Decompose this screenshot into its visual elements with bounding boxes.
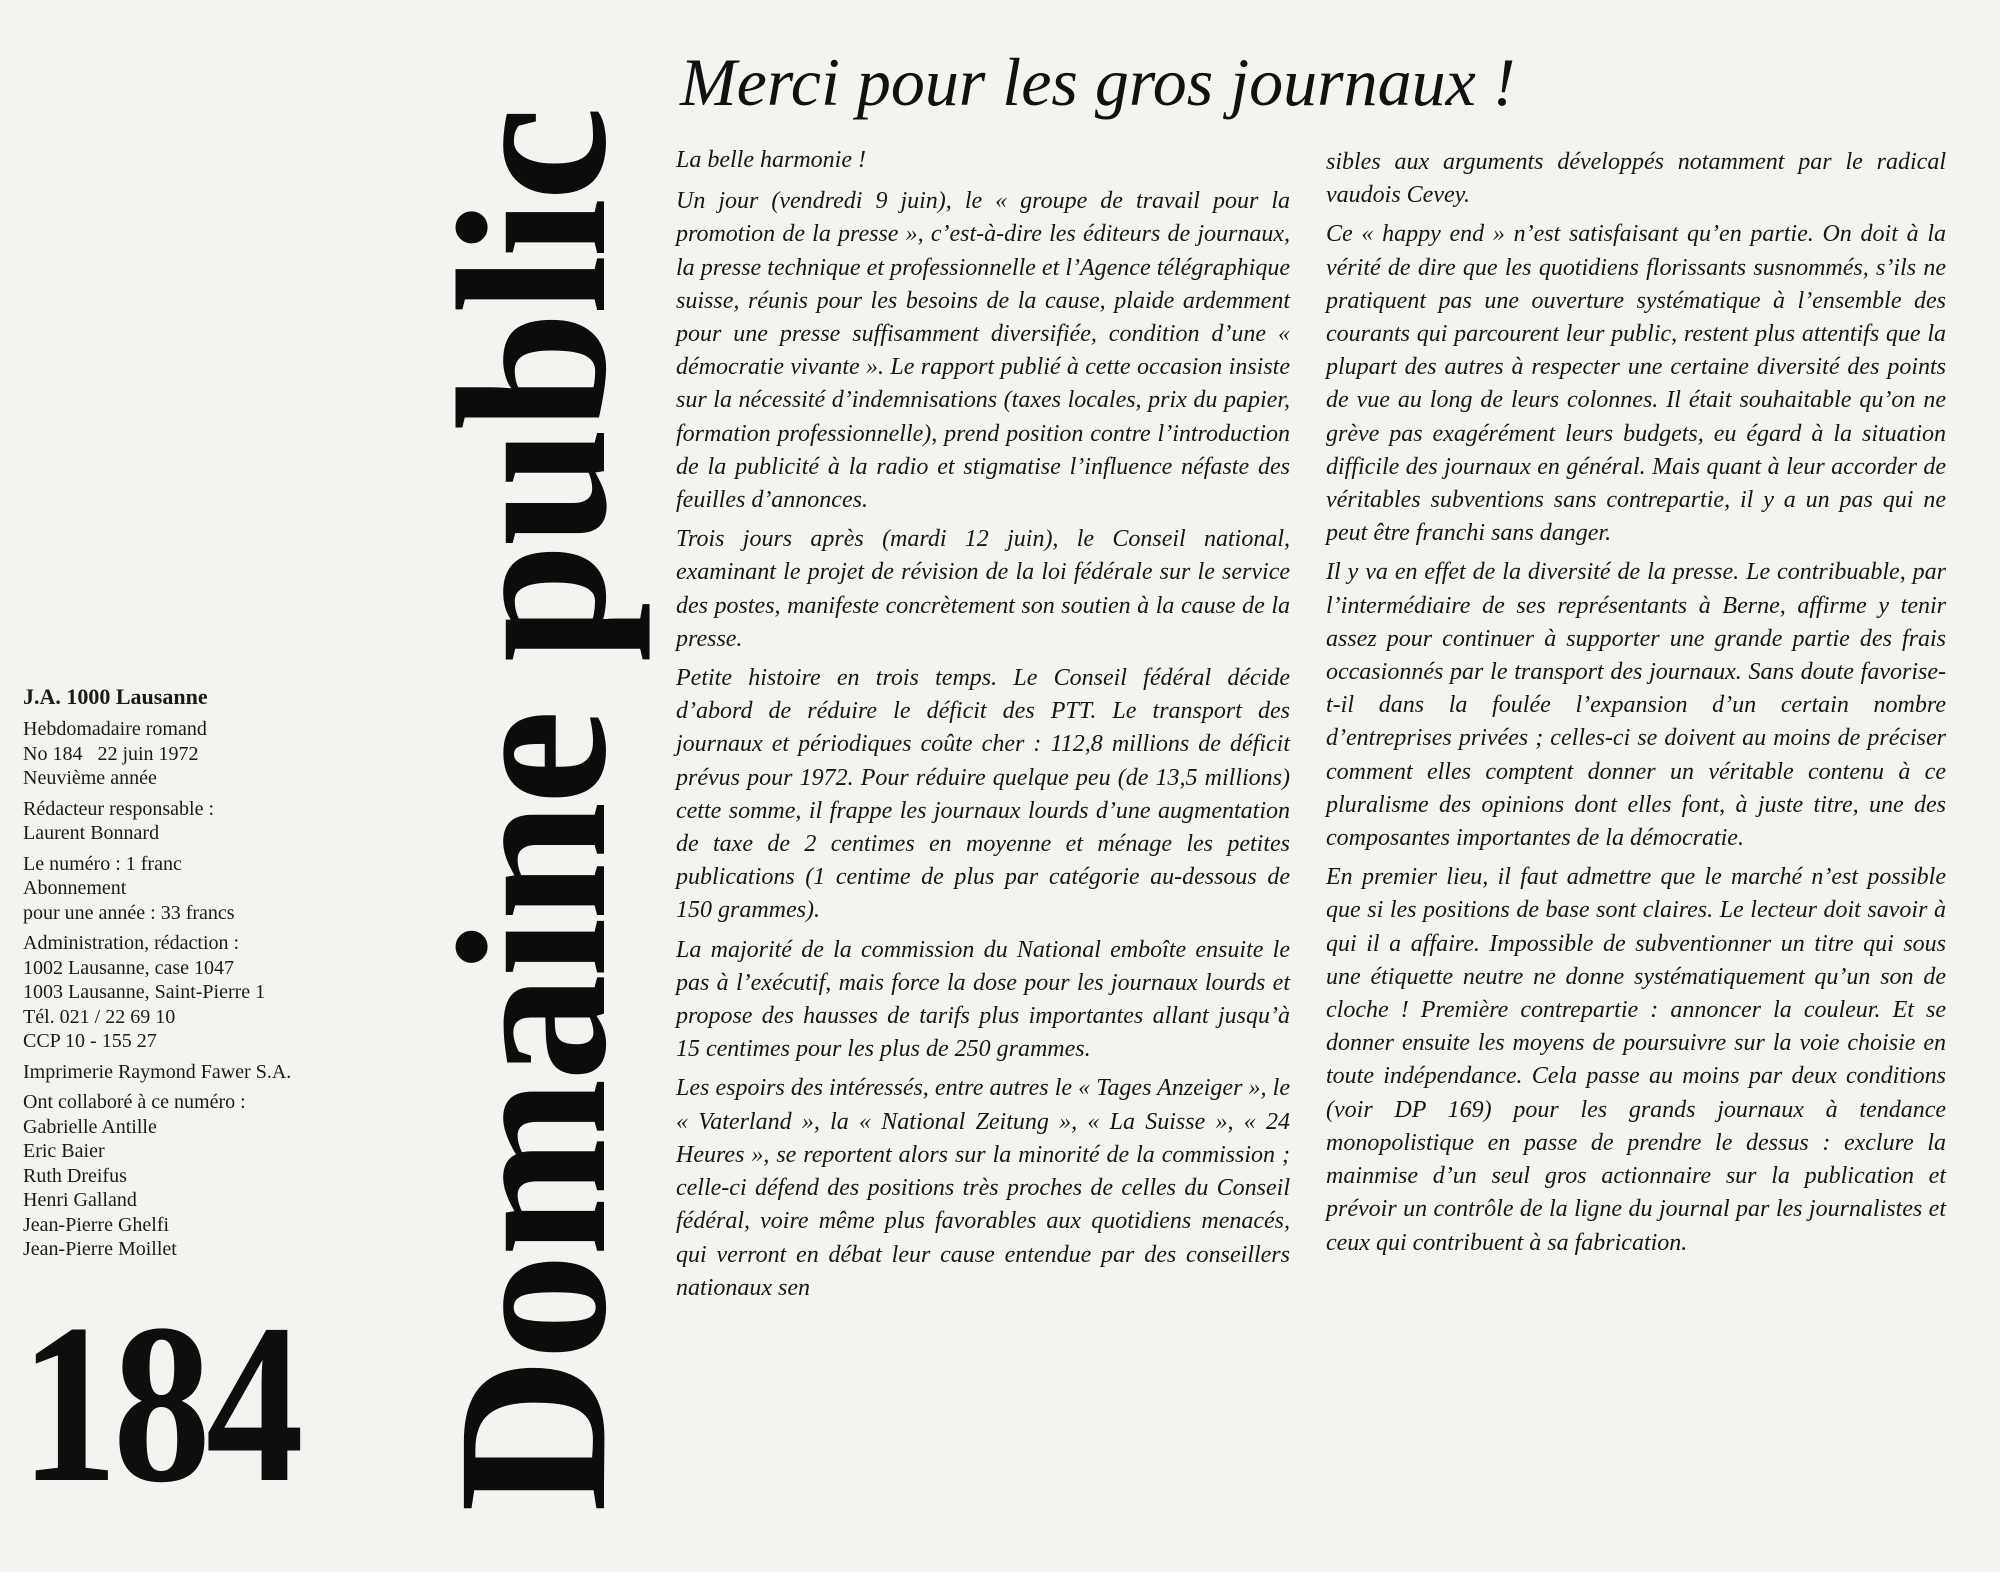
article-paragraph: Petite histoire en trois temps. Le Conseil fédéral décide d’abord de réduire le déficit des PTT. Le transport des journaux et périodiques coûte cher : 112,8 millions de déficit prévus pour 1972. Pour réduire quelque peu (de 13,5 millions) cette somme, il frappe les journaux lourds d’une augmentation de taxe de 2 centimes en moyenne et ménage les petites publications (1 centime de plus par catégorie au-dessous de 150 grammes).: [676, 665, 1290, 924]
article-column-1: [676, 144, 1290, 1311]
imprint-line: J.A. 1000 Lausanne: [23, 684, 208, 709]
article-column-2: [1326, 146, 1946, 1266]
editor-label: Rédacteur responsable :: [23, 797, 215, 820]
address-case: 1002 Lausanne, case 1047: [23, 956, 235, 979]
administration-info: [23, 931, 403, 1054]
article-subhead: La belle harmonie !: [676, 147, 866, 173]
article-paragraph: En premier lieu, il faut admettre que le marché n’est possible que si les positions de base sont claires. Le lecteur doit savoir à qui il a affaire. Impossible de subventionner un titre qui sous une étiquette neutre ne donne systématiquement qu’un son de cloche ! Première contrepartie : annoncer la couleur. Et se donner ensuite les moyens de poursuivre sur la voie choisie en toute indépendance. Cela passe au moins par deux conditions (voir DP 169) pour les grands journaux à tendance monopolistique en passe de prendre le dessus : exclure la mainmise d’un seul gros actionnaire sur la publication et prévoir un contrôle de la ligne du journal par les journalistes et ceux qui contribuent à sa fabrication.: [1326, 864, 1946, 1256]
contributor-name: Gabrielle Antille: [23, 1115, 157, 1138]
pricing-info: [23, 852, 403, 926]
article-paragraph: La majorité de la commission du National emboîte ensuite le pas à l’exécutif, mais force la dose pour les journaux lourds et propose des hausses de tarifs plus importantes allant jusqu’à 15 centimes pour les plus de 250 grammes.: [676, 936, 1290, 1063]
article-paragraph: Ce « happy end » n’est satisfaisant qu’en partie. On doit à la vérité de dire que les quotidiens florissants susnommés, s’ils ne pratiquent pas une ouverture systématique à l’ensemble des courants qui parcourent leur public, restent plus attentifs que la plupart des autres à respecter une certaine diversité des points de vue au long de leurs colonnes. Il était souhaitable qu’on ne grève pas exagérément leurs budgets, eu égard à la situation difficile des journaux en général. Mais quant à leur accorder de véritables subventions sans contrepartie, il y a un pas qui ne peut être franchi sans danger.: [1326, 221, 1946, 547]
contributor-name: Jean-Pierre Ghelfi: [23, 1213, 170, 1236]
printer-info: [23, 1060, 403, 1085]
article-paragraph: sibles aux arguments développés notamment par le radical vaudois Cevey.: [1326, 149, 1946, 209]
contributor-name: Henri Galland: [23, 1189, 137, 1211]
article-paragraph: Les espoirs des intéressés, entre autres le « Tages Anzeiger », le « Vaterland », la « National Zeitung », « La Suisse », « 24 Heures », se reportent alors sur la minorité de la commission ; celle-ci défend des positions très proches de celles du Conseil fédéral, voire même plus favorables aux quotidiens menacés, qui verront en débat leur cause entendue par des conseillers nationaux sen: [676, 1075, 1290, 1301]
article-paragraph: Un jour (vendredi 9 juin), le « groupe de travail pour la promotion de la presse », c’est-à-dire les éditeurs de journaux, la presse technique et professionnelle et l’Agence télégraphique suisse, réunis pour les besoins de la cause, plaide ardemment pour une presse suffisamment diversifiée, condition d’une « démocratie vivante ». Le rapport publié à cette occasion insiste sur la nécessité d’indemnisations (taxes locales, prix du papier, formation professionnelle), prend position contre l’introduction de la publicité à la radio et stigmatise l’influence néfaste des feuilles d’annonces.: [676, 188, 1290, 514]
contributors-heading: Ont collaboré à ce numéro :: [23, 1091, 246, 1113]
subscription-label: Abonnement: [23, 877, 127, 899]
masthead-title: Domaine public: [414, 109, 651, 1512]
administration-label: Administration, rédaction :: [23, 932, 240, 954]
postal-account: CCP 10 - 155 27: [23, 1030, 157, 1052]
contributors-info: [23, 1090, 403, 1262]
article-headline: Merci pour les gros journaux !: [680, 44, 1516, 120]
issue-number: 184: [20, 1278, 299, 1530]
printer-name: Imprimerie Raymond Fawer S.A.: [23, 1060, 292, 1083]
editor-name: Laurent Bonnard: [23, 822, 160, 844]
issue-date: No 184 22 juin 1972: [23, 742, 199, 765]
article-paragraph: Trois jours après (mardi 12 juin), le Conseil national, examinant le projet de révision de la loi fédérale sur le service des postes, manifeste concrètement son soutien à la cause de la presse.: [676, 526, 1290, 652]
publication-info: [23, 717, 403, 791]
colophon: [23, 683, 403, 1268]
article-paragraph: Il y va en effet de la diversité de la presse. Le contribuable, par l’intermédiaire de ses représentants à Berne, affirme y tenir assez pour continuer à supporter une grande partie des frais occasionnés par le transport des journaux. Sans doute favorise-t-il dans la foulée l’expansion d’un certain nombre d’entreprises privées ; celles-ci se doivent au moins de préciser comment elles comptent donner un véritable contenu à ce pluralisme des opinions dont elles font, à juste titre, une des composantes importantes de la démocratie.: [1326, 559, 1946, 852]
publication-type: Hebdomadaire romand: [23, 718, 207, 740]
editor-info: [23, 797, 403, 846]
contributor-name: Jean-Pierre Moillet: [23, 1238, 177, 1260]
address-street: 1003 Lausanne, Saint-Pierre 1: [23, 981, 266, 1003]
phone-number: Tél. 021 / 22 69 10: [23, 1005, 176, 1028]
contributor-name: Eric Baier: [23, 1140, 105, 1162]
subscription-price: pour une année : 33 francs: [23, 901, 235, 924]
publication-year: Neuvième année: [23, 767, 157, 789]
single-issue-price: Le numéro : 1 franc: [23, 852, 182, 875]
contributor-name: Ruth Dreifus: [23, 1164, 127, 1187]
